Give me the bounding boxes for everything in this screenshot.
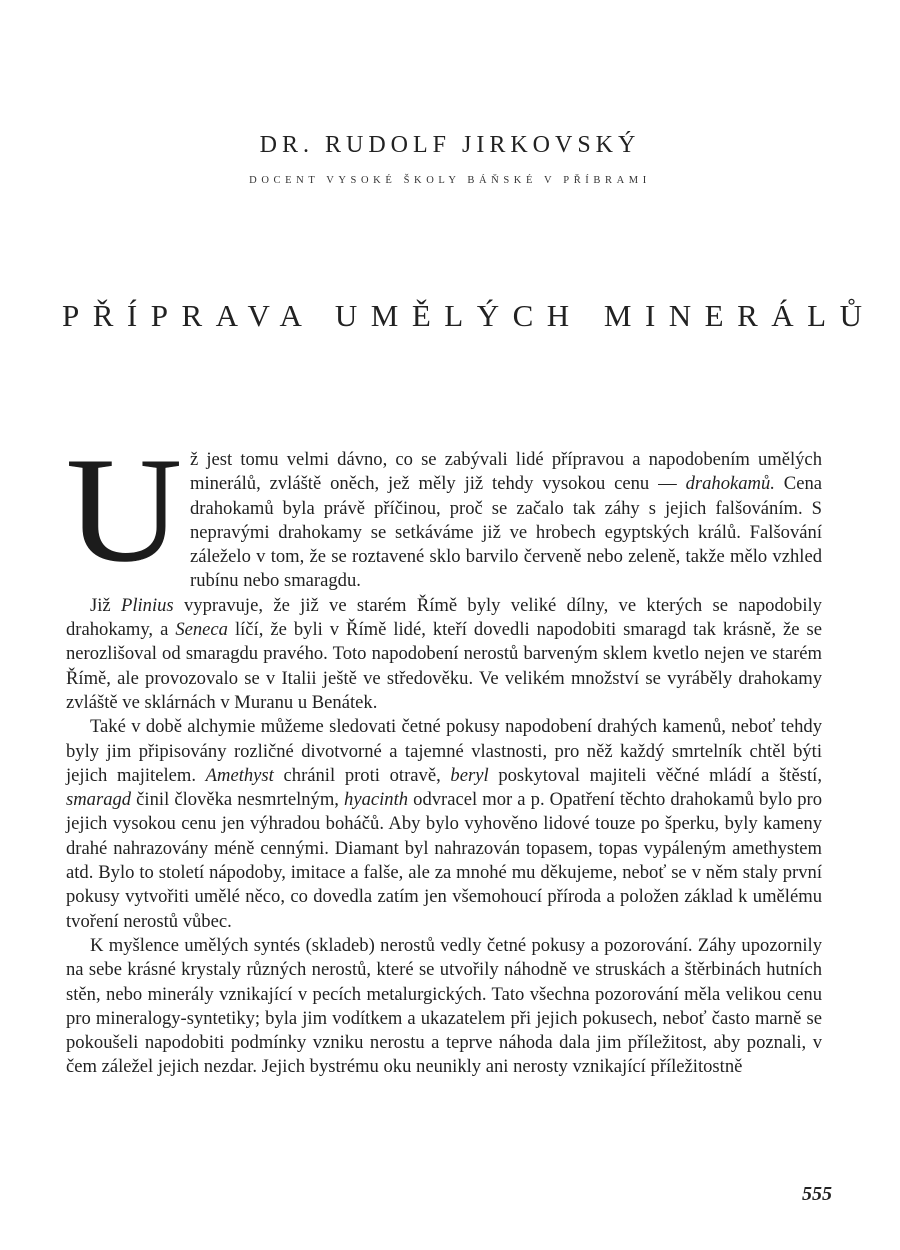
italic-term: smaragd xyxy=(66,789,132,811)
page-number: 555 xyxy=(802,1183,832,1205)
paragraph xyxy=(66,934,822,1080)
text-run: ž jest tomu velmi dávno, co se zabývali lidé přípravou a napodobením umělých minerálů, zvláště oněch, jež měly již tehdy vysokou cenu — xyxy=(190,449,822,495)
italic-term: hyacinth xyxy=(344,789,409,811)
text-run: chránil proti otravě, xyxy=(273,764,451,786)
author-affiliation: DOCENT VYSOKÉ ŠKOLY BÁŇSKÉ V PŘÍBRAMI xyxy=(249,175,651,186)
text-run: Také v době alchymie můžeme sledovati četné pokusy napodobení drahých kamenů, neboť tehdy byly jim připisovány rozličné divotvorné a tajemné vlastnosti, pro něž každý smrtelník chtěl býti jejich majitelem. xyxy=(66,716,822,786)
article-body xyxy=(66,448,822,1080)
text-run: Cena drahokamů byla právě příčinou, proč se začalo tak záhy s jejich falšováním. S nepravými drahokamy se setkáváme již ve hrobech egyptských králů. Falšování záleželo v tom, že se roztavené sklo barvilo červeně nebo zeleně, takže mělo vzhled rubínu nebo smaragdu. xyxy=(190,473,822,592)
italic-term: Plinius xyxy=(120,594,174,616)
drop-cap-letter xyxy=(66,450,184,572)
text-run: činil člověka nesmrtelným, xyxy=(131,789,345,811)
text-run: odvracel mor a p. Opatření těchto drahokamů bylo pro jejich vysokou cenu jen výhradou boháčů. Aby bylo vyhověno lidové touze po šperku, byly kameny drahé nahrazovány méně cennými. Diamant byl nahrazován topasem, topas vypáleným amethystem atd. Bylo to století nápodoby, imitace a falše, ale za mnohé mu děkujeme, neboť se v něm staly první pokusy vytvořiti umělé něco, co dovedla zatím jen všemohoucí příroda a položen základ k umělému tvoření nerostů vůbec. xyxy=(66,789,822,932)
text-run: K myšlence umělých syntés (skladeb) nerostů vedly četné pokusy a pozorování. Záhy upozornily na sebe krásné krystaly různých nerostů, které se utvořily náhodně ve struskách a štěrbinách hutních stěn, nebo minerály vznikající v pecích metalurgických. Tato všechna pozorování měla velikou cenu pro mineralogy-syntetiky; byla jim vodítkem a ukazatelem při jejich pokusech, neboť často marně se pokoušeli napodobiti podmínky vzniku nerostu a teprve náhoda dala jim příležitost, aby poznali, v čem záležel jejich nezdar. Jejich bystrému oku neunikly ani nerosty vznikající příležitostně xyxy=(66,934,822,1078)
italic-term: drahokamů. xyxy=(685,473,775,495)
drop-cap xyxy=(66,450,184,572)
italic-term: Seneca xyxy=(175,619,228,641)
article-title: PŘÍPRAVA UMĚLÝCH MINERÁLŮ xyxy=(62,298,876,333)
italic-term: Amethyst xyxy=(205,764,274,786)
drop-cap-glyph: U xyxy=(66,450,182,572)
text-run: vypravuje, že již ve starém Římě byly veliké dílny, ve kterých se napodobily drahokamy, a xyxy=(66,594,822,641)
paragraph xyxy=(66,594,822,715)
text-run: Již xyxy=(90,594,121,616)
paragraph xyxy=(66,715,822,934)
author-name: DR. RUDOLF JIRKOVSKÝ xyxy=(259,132,641,158)
italic-term: beryl xyxy=(450,764,489,786)
text-run: líčí, že byli v Římě lidé, kteří dovedli napodobiti smaragd tak krásně, že se nerozlišoval od smaragdu pravého. Toto napodobení nerostů barveným sklem kvetlo nejen ve starém Římě, ale provozovalo se v Italii ještě ve středověku. Ve velikém množství se vyráběly drahokamy zvláště ve sklárnách v Muranu u Benátek. xyxy=(66,619,823,713)
text-run: poskytoval majiteli věčné mládí a štěstí, xyxy=(488,764,822,786)
